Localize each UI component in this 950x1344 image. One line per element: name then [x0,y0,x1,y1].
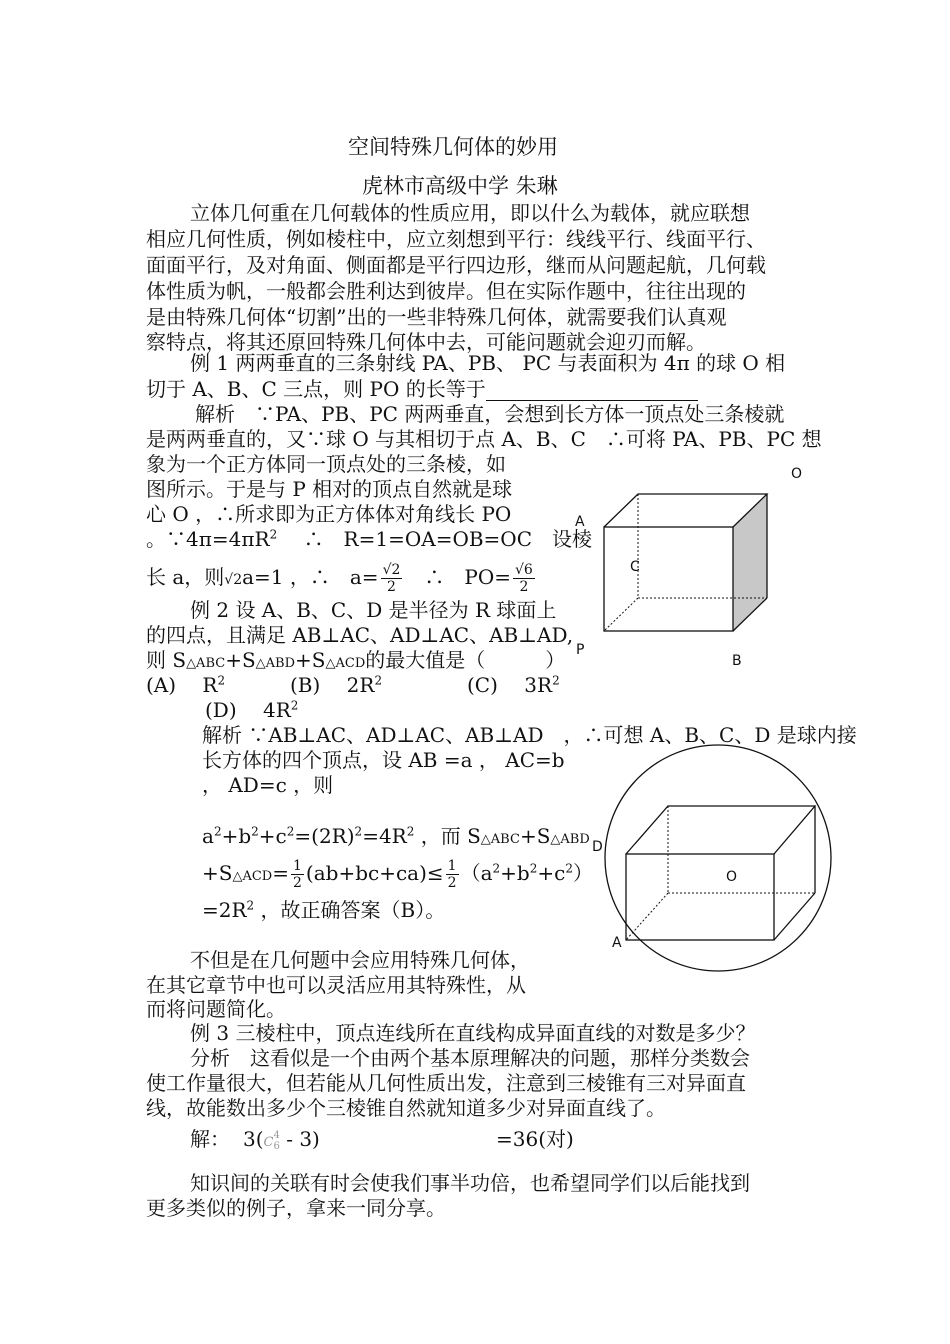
sqrt-two: √2 [224,572,243,588]
intro-line-2: 相应几何性质，例如棱柱中，应立刻想到平行：线线平行、线面平行、 [146,227,766,251]
label-c: C [630,559,640,575]
box-front-face [626,854,774,940]
area-equation: 。∵4π=4πR [146,527,270,551]
closing-line-2: 更多类似的例子，拿来一同分享。 [146,1196,446,1220]
ex2-question-line-2: 的四点，且满足 AB⊥AC、AD⊥AC、AB⊥AD, [146,623,574,647]
ex2-solution-line-3: ， AD=c ，则 [202,773,334,797]
ex2-question-line-3: 则 S△ABC+S△ABD+S△ACD的最大值是（ ） [146,648,566,672]
para2-line-1: 不但是在几何题中会应用特殊几何体， [190,948,530,972]
sphere-circle [605,745,831,971]
exponent: 2 [269,527,278,542]
para2-line-3: 而将问题简化。 [146,997,286,1021]
fraction-half: $\frac{1}{2}$ [293,858,302,891]
ex1-solution-line-2: 是两两垂直的，又∵球 O 与其相切于点 A、B、C ∴可将 PA、PB、PC 想 [146,427,822,451]
intro-line-6: 察特点，将其还原回特殊几何体中去，可能问题就会迎刃而解。 [146,330,706,354]
ex3-solution-label: 解： [190,1127,230,1151]
fraction-sqrt6-over-2: $\frac{√6}{2}$ [515,562,533,595]
label-o: O [791,466,803,482]
combination-indices: 4 6 [273,1129,280,1152]
ex1-question-line-1: 例 1 两两垂直的三条射线 PA、PB、 PC 与表面积为 4π 的球 O 相 [190,351,786,375]
author-line: 虎林市高级中学 朱琳 [362,174,558,198]
option-b: (B) $2R^2$ [290,673,383,697]
para2-line-2: 在其它章节中也可以灵活应用其特殊性，从 [146,973,526,997]
label-d: D [592,839,603,855]
intro-line-3: 面面平行，及对角面、侧面都是平行四边形，继而从问题起航，几何载 [146,253,766,277]
ex1-solution-line-5: 心 O ，∴所求即为正方体体对角线长 PO [146,502,512,526]
intro-line-4: 体性质为帆，一般都会胜利达到彼岸。但在实际作题中，往往出现的 [146,279,746,303]
po-equation: ∴ PO= [424,565,512,589]
ex3-analysis-line-2: 使工作量很大，但若能从几何性质出发，注意到三棱锥有三对异面直 [146,1071,746,1095]
option-c: (C) $3R^2$ [467,673,560,697]
ex3-analysis-line-3: 线，故能数出多少个三棱锥自然就知道多少对异面直线了。 [146,1096,666,1120]
ex2-solution-line-4: $a^2+b^2+c^2=(2R)^2=4R^2$ ，而 S△ABC+S△ABD [202,824,590,848]
closing-line-1: 知识间的关联有时会使我们事半功倍，也希望同学们以后能找到 [190,1171,750,1195]
ex1-solution-line-4: 图所示。于是与 P 相对的顶点自然就是球 [146,477,513,501]
label-a: A [575,514,585,530]
ex2-solution-line-2: 长方体的四个顶点，设 AB =a ， AC=b [202,748,565,772]
fraction-half-2: $\frac{1}{2}$ [447,858,457,891]
box-hidden-edge-diagonal [626,893,668,940]
radius-statement: ∴ R=1=OA=OB=OC 设棱 [303,527,593,551]
ex1-solution-line-3: 象为一个正方体同一顶点处的三条棱，如 [146,452,506,476]
ex3-analysis-line-1: 分析 这看似是一个由两个基本原理解决的问题，那样分类数会 [190,1046,750,1070]
label-o-2: O [726,869,738,885]
page-title: 空间特殊几何体的妙用 [348,135,558,159]
box-bottom-right-edge [774,893,815,940]
label-p: P [576,642,585,658]
box-top-edges [626,806,815,854]
ex2-solution-line-5: +S△ACD= $\frac{1}{2}$ (ab+bc+ca)≤ $\frac{1}{2}$ $(a^2+b^2+c^2)$ [202,858,593,891]
edge-equation: a=1 ，∴ a= [242,565,379,589]
ex3-question: 例 3 三棱柱中，顶点连线所在直线构成异面直线的对数是多少？ [190,1021,756,1045]
intro-line-1: 立体几何重在几何载体的性质应用，即以什么为载体，就应联想 [190,201,750,225]
label-a-2: A [612,935,622,951]
ex2-question-line-1: 例 2 设 A、B、C、D 是半径为 R 球面上 [190,598,557,622]
ex1-question-text: 切于 A、B、C 三点，则 PO 的长等于 [146,377,486,401]
intro-line-5: 是由特殊几何体“切割”出的一些非特殊几何体，就需要我们认真观 [146,305,727,329]
label-b: B [732,653,742,669]
ex3-solution-expression: 3(C 4 6 - 3) [243,1127,320,1152]
ex1-solution-line-1: 解析 ∵PA、PB、PC 两两垂直，会想到长方体一顶点处三条棱就 [195,402,785,426]
edge-text: 长 a，则 [146,565,225,589]
combination-symbol: C [263,1135,274,1150]
ex2-solution-line-6: $=2R^2$ ，故正确答案（B）。 [202,898,446,922]
fraction-sqrt2-over-2: $\frac{√2}{2}$ [382,562,401,595]
option-a: (A) $R^2$ [146,673,226,697]
option-d: (D) $4R^2$ [205,698,299,722]
ex3-result: =36(对) [496,1127,574,1151]
ex2-solution-line-1: 解析 ∵AB⊥AC、AD⊥AC、AB⊥AD ，∴可想 A、B、C、D 是球内接 [202,723,857,747]
